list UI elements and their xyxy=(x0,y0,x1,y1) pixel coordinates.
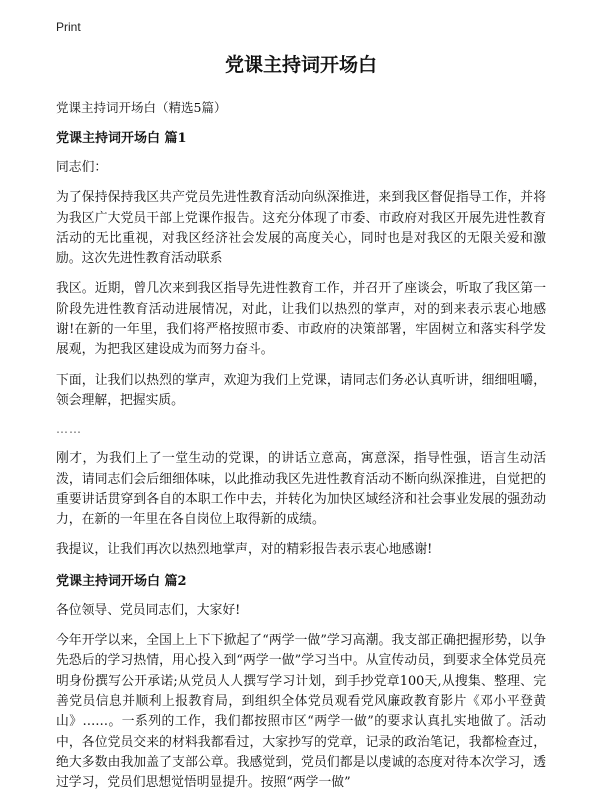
document-page xyxy=(56,50,546,803)
paragraph: 我区。近期，曾几次来到我区指导先进性教育工作，并召开了座谈会，听取了我区第一阶段先进性教育活动进展情况，对此，让我们以热烈的掌声，对的到来表示衷心地感谢!在新的一年里，我们将严格按照市委、市政府的决策部署，牢固树立和落实科学发展观，为把我区建设成为而努力奋斗。 xyxy=(56,281,546,358)
paragraph: 今年开学以来，全国上上下下掀起了“两学一做”学习高潮。我支部正确把握形势，以争先恐后的学习热情，用心投入到“两学一做”学习当中。从宣传动员，到要求全体党员亮明身份撰写公开承诺;从党员人人撰写学习计划，到手抄党章100天,从搜集、整理、完善党员信息并顺利上报教育局，到组织全体党员观看党风廉政教育影片《邓小平登黄山》……。一系列的工作，我们都按照市区“两学一做”的要求认真扎实地做了。活动中，各位党员交来的材料我都看过，大家抄写的党章，记录的政治笔记，我都检查过，绝大多数由我加盖了支部公章。我感觉到，党员们都是以虔诚的态度对待本次学习，透过学习，党员们思想觉悟明显提升。按照“两学一做” xyxy=(56,633,546,791)
paragraph-greeting: 各位领导、党员同志们，大家好! xyxy=(56,602,241,618)
print-label[interactable]: Print xyxy=(56,20,81,34)
paragraph: 我提议，让我们再次以热烈地掌声，对的精彩报告表示衷心地感谢! xyxy=(56,542,433,558)
ellipsis-separator: …… xyxy=(56,422,82,437)
section-heading: 党课主持词开场白 篇2 xyxy=(56,573,187,589)
paragraph: 下面，让我们以热烈的掌声，欢迎为我们上党课，请同志们务必认真听讲，细细咀嚼，领会理解，把握实质。 xyxy=(56,372,546,408)
page-title: 党课主持词开场白 xyxy=(224,54,377,76)
section-2 xyxy=(56,571,546,794)
section-1 xyxy=(56,128,546,561)
section-heading: 党课主持词开场白 篇1 xyxy=(56,131,187,146)
document-subtitle: 党课主持词开场白（精选5篇） xyxy=(56,100,227,115)
paragraph-greeting: 同志们： xyxy=(56,160,108,175)
paragraph: 为了保持保持我区共产党员先进性教育活动向纵深推进，来到我区督促指导工作，并将为我区广大党员干部上党课作报告。这充分体现了市委、市政府对我区开展先进性教育活动的无比重视，对我区经济社会发展的高度关心，同时也是对我区的无限关爱和激励。这次先进性教育活动联系 xyxy=(56,190,546,267)
paragraph: 刚才，为我们上了一堂生动的党课，的讲话立意高，寓意深，指导性强，语言生动活泼，请同志们会后细细体味，以此推动我区先进性教育活动不断向纵深推进，自觉把的重要讲话贯穿到各自的本职工作中去，并转化为加快区域经济和社会事业发展的强劲动力，在新的一年里在各自岗位上取得新的成绩。 xyxy=(56,451,546,528)
